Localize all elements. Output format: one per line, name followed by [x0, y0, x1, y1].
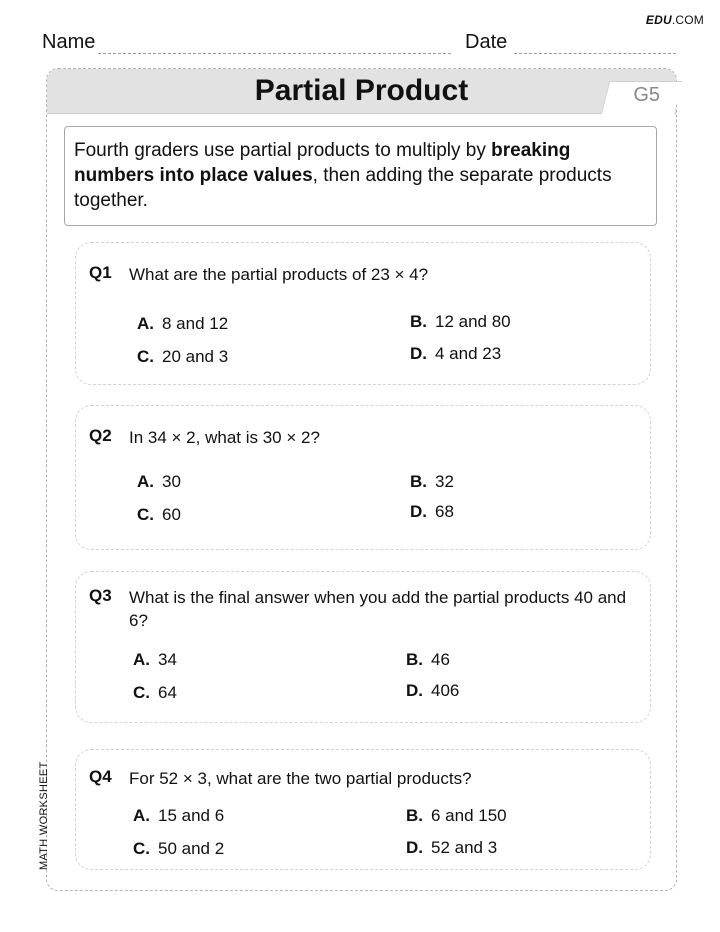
option-letter: B.: [410, 472, 427, 491]
brand-logo-bold: EDU: [645, 13, 672, 27]
name-label: Name: [42, 31, 96, 53]
intro-text-bold: breaking numbers into place values: [74, 140, 571, 186]
option-a[interactable]: [133, 806, 224, 826]
question-card-1: [75, 242, 651, 385]
option-c[interactable]: [137, 347, 228, 367]
intro-text-2: , then adding the separate products together.: [74, 165, 612, 211]
option-text: 52 and 3: [431, 838, 498, 857]
option-letter: D.: [410, 344, 427, 363]
option-text: 60: [162, 505, 181, 524]
option-letter: C.: [133, 683, 150, 702]
option-text: 8 and 12: [162, 314, 229, 333]
question-text: What are the partial products of 23 × 4?: [129, 265, 429, 284]
option-d[interactable]: [406, 838, 497, 858]
option-a[interactable]: [133, 650, 177, 670]
option-letter: B.: [410, 312, 427, 331]
question-card-2: [75, 405, 651, 550]
option-c[interactable]: [133, 839, 224, 859]
option-letter: D.: [406, 838, 423, 857]
question-card-4: [75, 749, 651, 870]
option-text: 30: [162, 472, 181, 491]
question-card-3: [75, 571, 651, 723]
page-title: Partial Product: [254, 74, 469, 107]
option-a[interactable]: [137, 472, 181, 492]
option-letter: B.: [406, 806, 423, 825]
option-text: 20 and 3: [162, 347, 229, 366]
date-field-line[interactable]: [514, 53, 676, 54]
question-number: Q1: [89, 263, 112, 282]
option-c[interactable]: [133, 683, 177, 703]
question-number: Q3: [89, 586, 112, 605]
question-text: For 52 × 3, what are the two partial products?: [129, 769, 472, 788]
option-d[interactable]: [410, 502, 454, 522]
option-text: 406: [431, 681, 460, 700]
option-text: 34: [158, 650, 177, 669]
question-number: Q2: [89, 426, 112, 445]
option-letter: A.: [133, 650, 150, 669]
option-b[interactable]: [406, 650, 450, 670]
option-text: 6 and 150: [431, 806, 507, 825]
side-label: MATH WORKSHEET: [38, 761, 50, 870]
worksheet-panel: [46, 68, 677, 891]
option-b[interactable]: [406, 806, 507, 826]
title-bar: [47, 69, 676, 114]
option-text: 15 and 6: [158, 806, 225, 825]
option-text: 4 and 23: [435, 344, 502, 363]
option-text: 12 and 80: [435, 312, 511, 331]
intro-box: [64, 126, 657, 226]
question-number: Q4: [89, 767, 112, 786]
option-d[interactable]: [410, 344, 501, 364]
option-letter: A.: [137, 472, 154, 491]
brand-logo-rest: .COM: [671, 13, 704, 27]
option-letter: D.: [410, 502, 427, 521]
option-c[interactable]: [137, 505, 181, 525]
option-text: 68: [435, 502, 454, 521]
option-text: 50 and 2: [158, 839, 225, 858]
option-letter: D.: [406, 681, 423, 700]
option-a[interactable]: [137, 314, 228, 334]
brand-logo: [646, 13, 704, 27]
name-field-line[interactable]: [98, 53, 451, 54]
option-b[interactable]: [410, 312, 511, 332]
option-letter: A.: [133, 806, 150, 825]
option-d[interactable]: [406, 681, 459, 701]
intro-text-1: Fourth graders use partial products to multiply by: [74, 140, 492, 161]
option-text: 32: [435, 472, 454, 491]
option-letter: B.: [406, 650, 423, 669]
option-letter: C.: [137, 505, 154, 524]
date-label: Date: [465, 31, 508, 53]
option-text: 64: [158, 683, 177, 702]
option-b[interactable]: [410, 472, 454, 492]
option-letter: C.: [137, 347, 154, 366]
question-text: In 34 × 2, what is 30 × 2?: [129, 428, 320, 447]
option-letter: A.: [137, 314, 154, 333]
question-text: What is the final answer when you add the partial products 40 and 6?: [129, 588, 627, 630]
grade-badge: G5: [633, 84, 660, 106]
option-letter: C.: [133, 839, 150, 858]
option-text: 46: [431, 650, 450, 669]
